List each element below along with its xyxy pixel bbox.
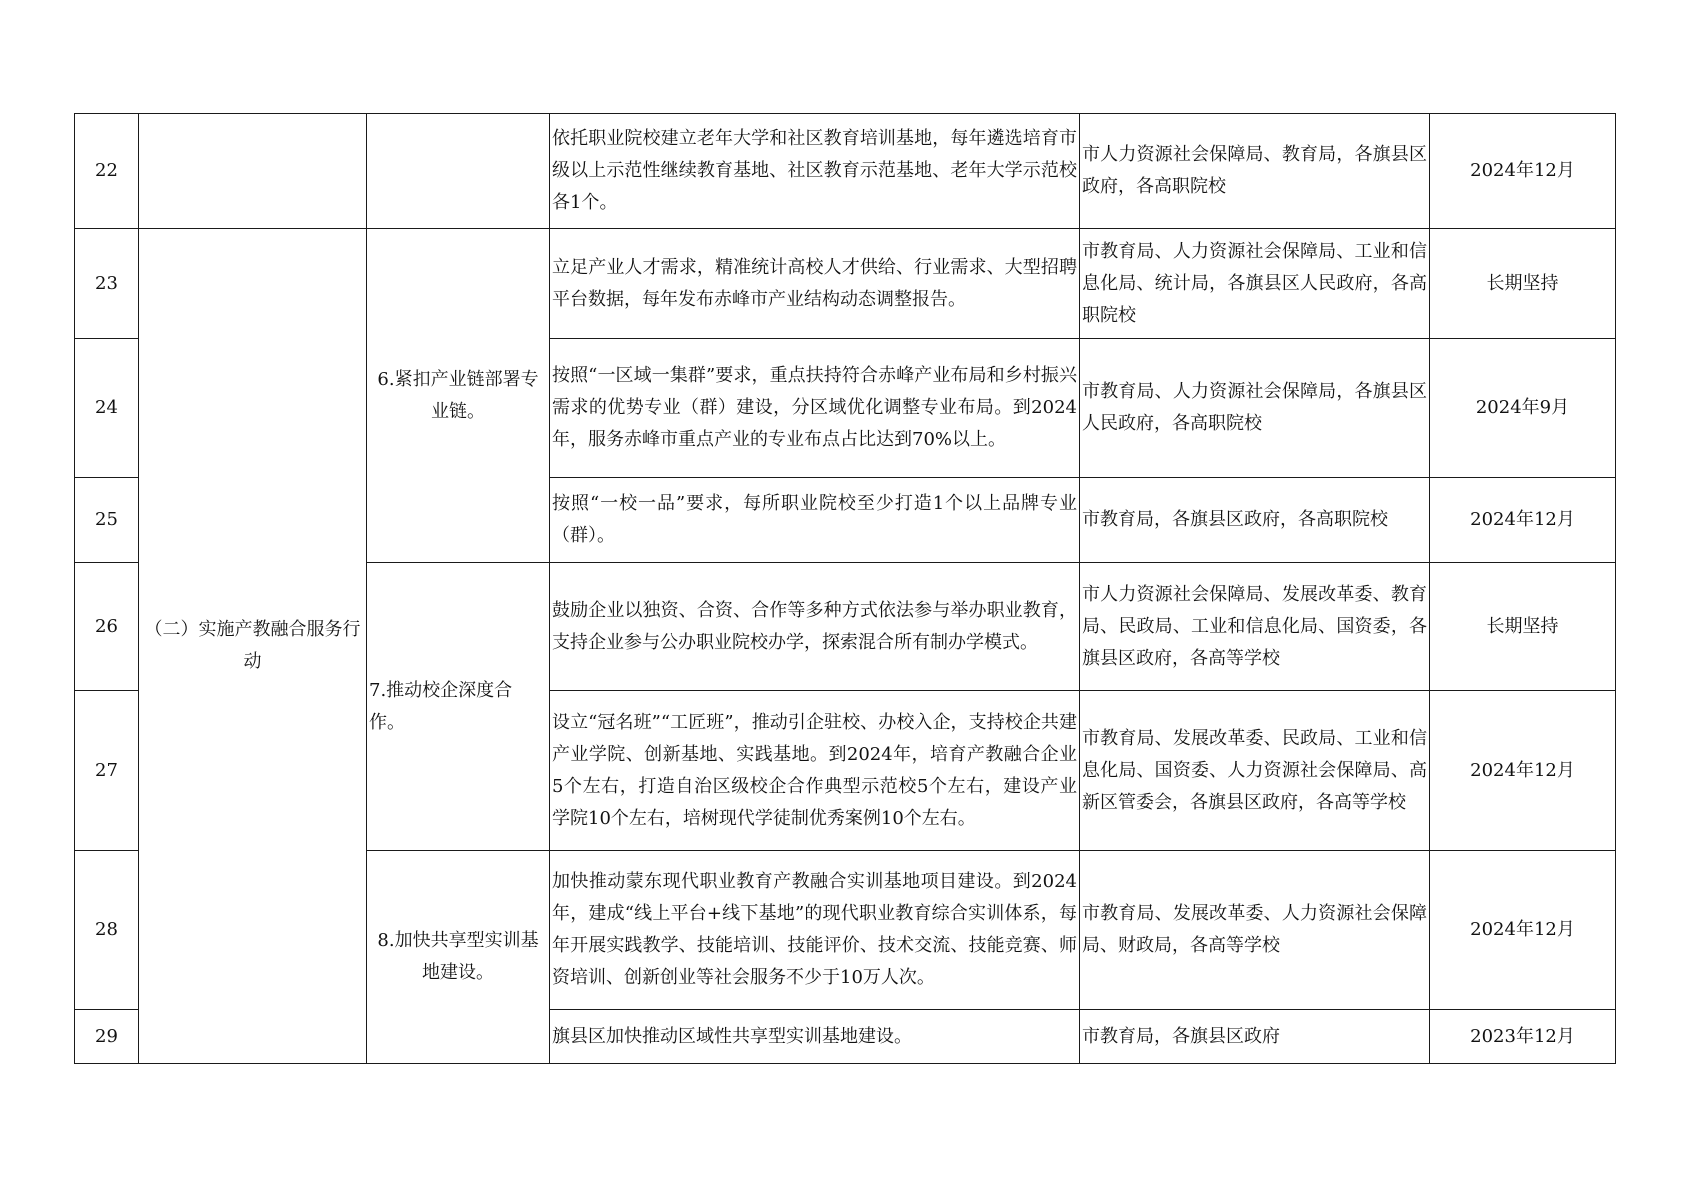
action-group-cell: （二）实施产教融合服务行动 (139, 229, 367, 1064)
responsible-units: 市人力资源社会保障局、发展改革委、教育局、民政局、工业和信息化局、国资委，各旗县区政府，各高等学校 (1080, 563, 1430, 691)
task-content: 设立“冠名班”“工匠班”，推动引企驻校、办校入企，支持校企共建产业学院、创新基地、实践基地。到2024年，培育产教融合企业5个左右，打造自治区级校企合作典型示范校5个左右，建设产业学院10个左右，培树现代学徒制优秀案例10个左右。 (550, 691, 1080, 851)
deadline: 长期坚持 (1430, 229, 1616, 339)
responsible-units: 市人力资源社会保障局、教育局，各旗县区政府，各高职院校 (1080, 114, 1430, 229)
row-number: 26 (75, 563, 139, 691)
table-row (75, 114, 1616, 229)
measure-cell: 7.推动校企深度合作。 (367, 563, 550, 851)
responsible-units: 市教育局、发展改革委、人力资源社会保障局、财政局，各高等学校 (1080, 851, 1430, 1010)
row-number: 28 (75, 851, 139, 1010)
row-number: 24 (75, 339, 139, 478)
action-cell-empty (139, 114, 367, 229)
deadline: 2024年9月 (1430, 339, 1616, 478)
deadline: 长期坚持 (1430, 563, 1616, 691)
row-number: 23 (75, 229, 139, 339)
row-number: 29 (75, 1010, 139, 1064)
deadline: 2024年12月 (1430, 691, 1616, 851)
task-content: 按照“一校一品”要求，每所职业院校至少打造1个以上品牌专业（群）。 (550, 478, 1080, 563)
row-number: 25 (75, 478, 139, 563)
task-content: 按照“一区域一集群”要求，重点扶持符合赤峰产业布局和乡村振兴需求的优势专业（群）建设，分区域优化调整专业布局。到2024年，服务赤峰市重点产业的专业布点占比达到70%以上。 (550, 339, 1080, 478)
responsible-units: 市教育局、人力资源社会保障局，各旗县区人民政府，各高职院校 (1080, 339, 1430, 478)
task-content: 依托职业院校建立老年大学和社区教育培训基地，每年遴选培育市级以上示范性继续教育基地、社区教育示范基地、老年大学示范校各1个。 (550, 114, 1080, 229)
task-content: 加快推动蒙东现代职业教育产教融合实训基地项目建设。到2024年，建成“线上平台+线下基地”的现代职业教育综合实训体系，每年开展实践教学、技能培训、技能评价、技术交流、技能竞赛、师资培训、创新创业等社会服务不少于10万人次。 (550, 851, 1080, 1010)
measure-cell-empty (367, 114, 550, 229)
deadline: 2023年12月 (1430, 1010, 1616, 1064)
deadline: 2024年12月 (1430, 851, 1616, 1010)
task-content: 立足产业人才需求，精准统计高校人才供给、行业需求、大型招聘平台数据，每年发布赤峰市产业结构动态调整报告。 (550, 229, 1080, 339)
responsible-units: 市教育局、人力资源社会保障局、工业和信息化局、统计局，各旗县区人民政府，各高职院校 (1080, 229, 1430, 339)
measure-cell: 8.加快共享型实训基地建设。 (367, 851, 550, 1064)
measure-cell: 6.紧扣产业链部署专业链。 (367, 229, 550, 563)
table-row (75, 229, 1616, 339)
task-content: 旗县区加快推动区域性共享型实训基地建设。 (550, 1010, 1080, 1064)
row-number: 27 (75, 691, 139, 851)
deadline: 2024年12月 (1430, 478, 1616, 563)
task-content: 鼓励企业以独资、合资、合作等多种方式依法参与举办职业教育，支持企业参与公办职业院校办学，探索混合所有制办学模式。 (550, 563, 1080, 691)
responsible-units: 市教育局，各旗县区政府，各高职院校 (1080, 478, 1430, 563)
task-table (74, 113, 1616, 1064)
responsible-units: 市教育局、发展改革委、民政局、工业和信息化局、国资委、人力资源社会保障局、高新区管委会，各旗县区政府，各高等学校 (1080, 691, 1430, 851)
responsible-units: 市教育局，各旗县区政府 (1080, 1010, 1430, 1064)
deadline: 2024年12月 (1430, 114, 1616, 229)
row-number: 22 (75, 114, 139, 229)
